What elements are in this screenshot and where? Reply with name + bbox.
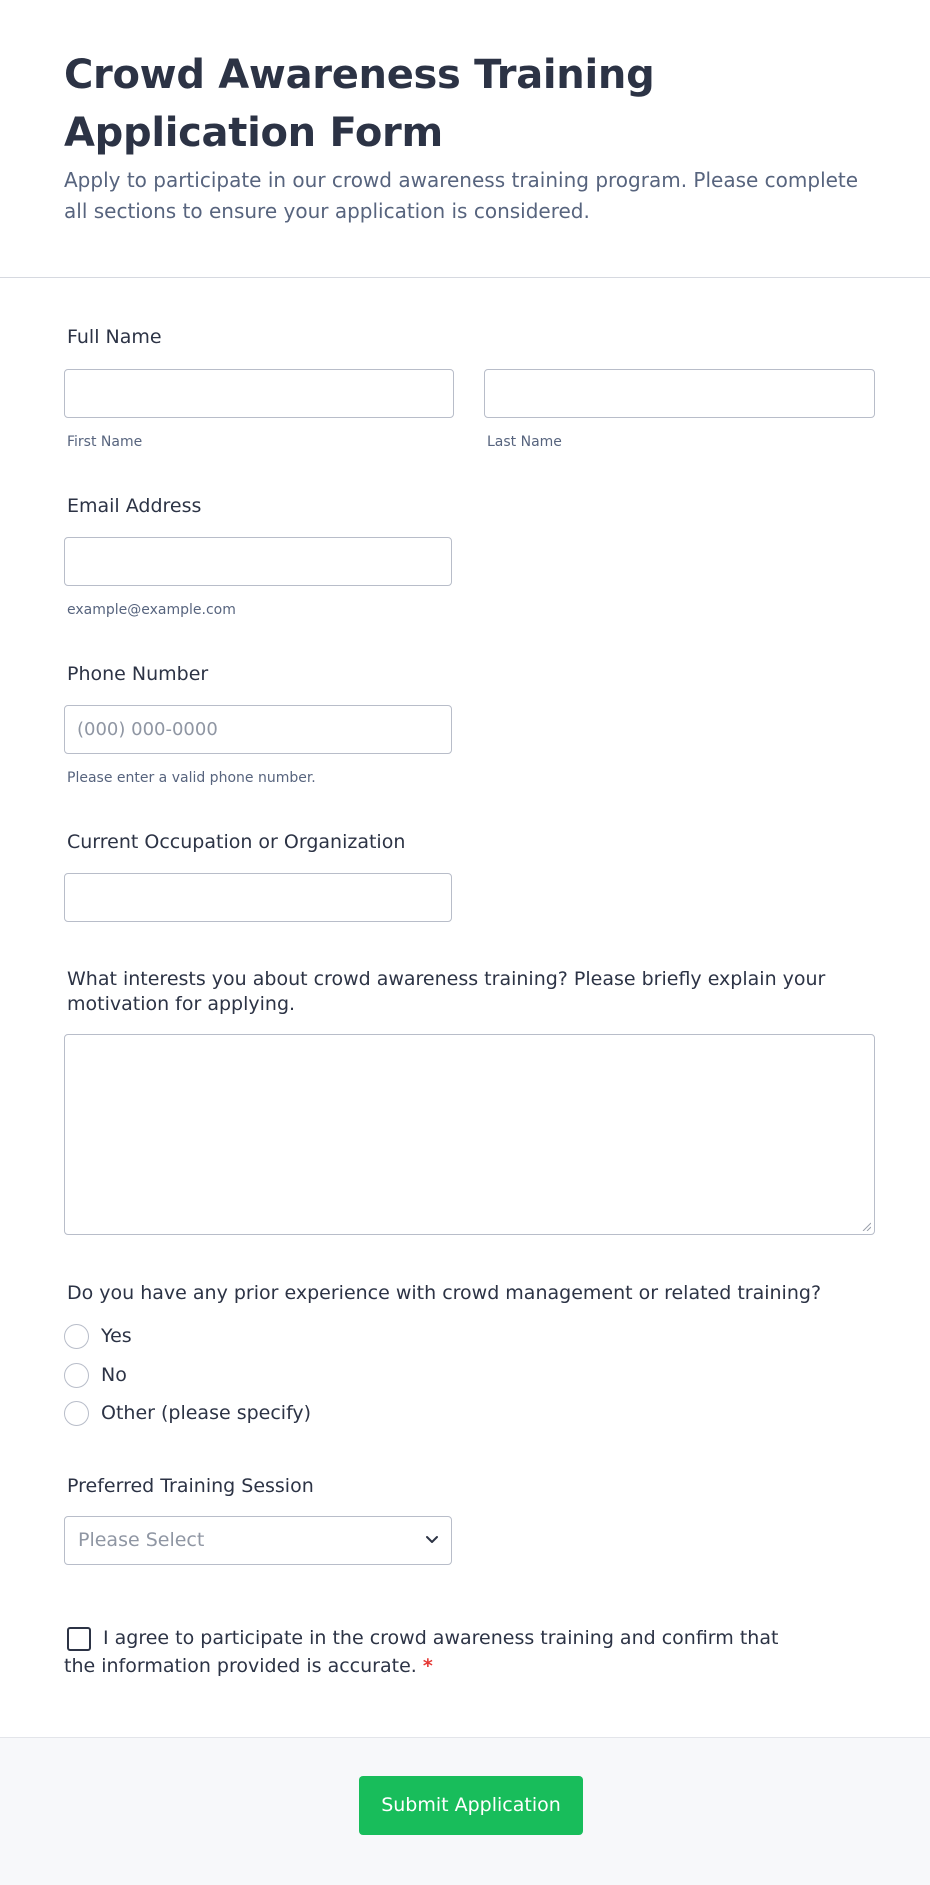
email-sublabel: example@example.com: [67, 602, 236, 618]
radio-button[interactable]: [64, 1363, 89, 1388]
consent-text: I agree to participate in the crowd awareness training and confirm that the information provided is accurate.: [64, 1627, 779, 1677]
full-name-label: Full Name: [67, 326, 162, 348]
form-title: Crowd Awareness Training Application Form: [64, 52, 655, 156]
radio-label: Yes: [101, 1325, 132, 1347]
submit-application-button[interactable]: Submit Application: [359, 1776, 583, 1835]
session-selected-value: Please Select: [78, 1529, 205, 1551]
email-label: Email Address: [67, 495, 202, 517]
last-name-input[interactable]: [484, 369, 875, 418]
radio-label: No: [101, 1364, 127, 1386]
session-label: Preferred Training Session: [67, 1475, 314, 1497]
resize-grip-icon[interactable]: [861, 1221, 871, 1231]
experience-label: Do you have any prior experience with crowd management or related training?: [67, 1282, 822, 1304]
form-header: [0, 0, 930, 278]
last-name-sublabel: Last Name: [487, 434, 562, 450]
consent-label: [64, 1624, 784, 1680]
chevron-down-icon: [425, 1533, 439, 1547]
radio-button[interactable]: [64, 1324, 89, 1349]
motivation-label: What interests you about crowd awareness training? Please briefly explain your motivation for applying.: [67, 968, 826, 1015]
required-marker: *: [422, 1655, 433, 1677]
radio-label: Other (please specify): [101, 1402, 312, 1424]
footer-divider: [0, 1737, 930, 1738]
first-name-sublabel: First Name: [67, 434, 143, 450]
session-select[interactable]: [64, 1516, 452, 1565]
form-subtitle: Apply to participate in our crowd awareness training program. Please complete all sections to ensure your application is considered.: [64, 168, 859, 223]
email-field[interactable]: [64, 537, 452, 586]
motivation-textarea[interactable]: [64, 1034, 875, 1235]
radio-button[interactable]: [64, 1401, 89, 1426]
phone-sublabel: Please enter a valid phone number.: [67, 770, 316, 786]
phone-label: Phone Number: [67, 663, 209, 685]
first-name-input[interactable]: [64, 369, 454, 418]
occupation-input[interactable]: [64, 873, 452, 922]
occupation-label: Current Occupation or Organization: [67, 831, 406, 853]
phone-input[interactable]: [64, 705, 452, 754]
